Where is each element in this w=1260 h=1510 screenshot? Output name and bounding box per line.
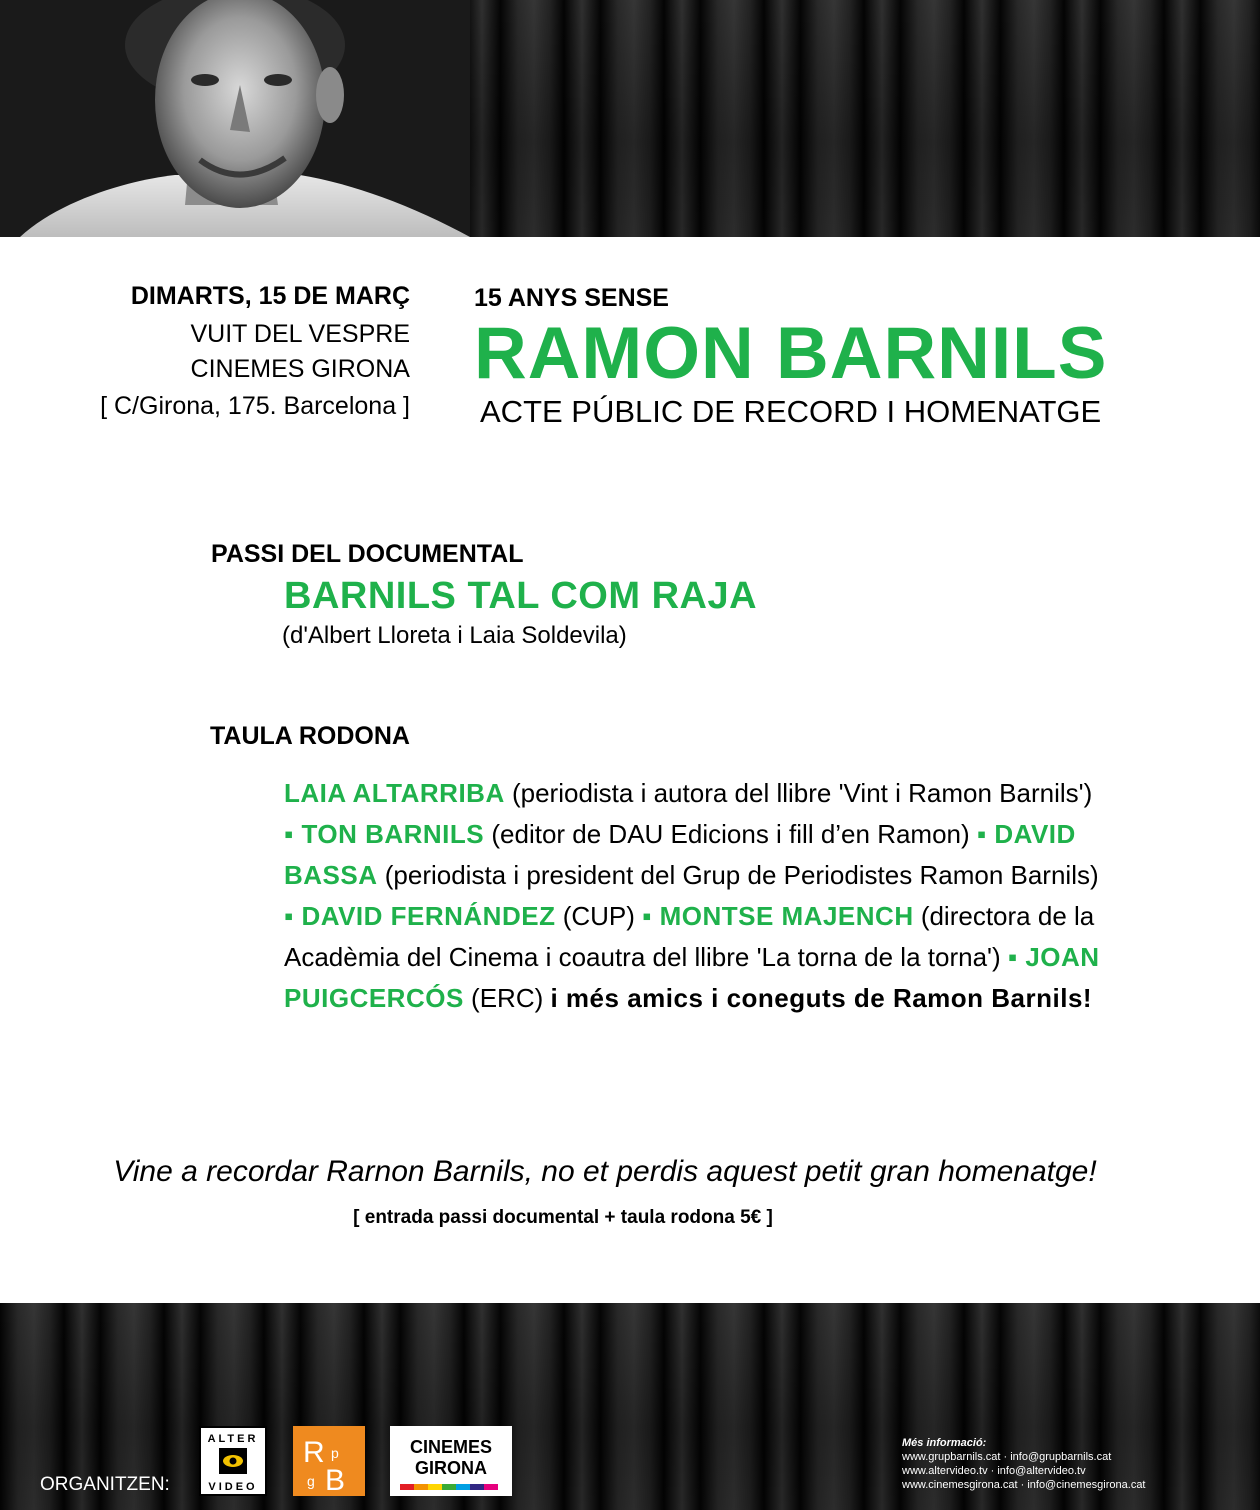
round-table-heading: TAULA RODONA xyxy=(210,722,410,750)
panelist-name: ▪ MONTSE MAJENCH xyxy=(642,901,914,931)
title-kicker: 15 ANYS SENSE xyxy=(474,284,669,312)
page-subtitle: ACTE PÚBLIC DE RECORD I HOMENATGE xyxy=(480,394,1102,429)
more-info-line-cinemesgirona[interactable]: www.cinemesgirona.cat · info@cinemesgirona.cat xyxy=(902,1479,1146,1491)
panelist-desc: (periodista i president del Grup de Periodistes Ramon Barnils) xyxy=(377,860,1099,890)
panelist-name: ▪ JOAN PUIGCERCÓS xyxy=(284,942,1100,1013)
alter-logo-bottom: VIDEO xyxy=(208,1481,258,1493)
documentary-heading: PASSI DEL DOCUMENTAL xyxy=(211,540,524,568)
event-time: VUIT DEL VESPRE xyxy=(190,320,410,348)
panelist-name: ▪ DAVID FERNÁNDEZ xyxy=(284,901,556,931)
documentary-authors: (d'Albert Lloreta i Laia Soldevila) xyxy=(282,622,627,649)
panelist-name: LAIA ALTARRIBA xyxy=(284,778,505,808)
event-venue: CINEMES GIRONA xyxy=(190,355,410,383)
cines-logo-line1: CINEMES xyxy=(409,1437,493,1457)
documentary-title: BARNILS TAL COM RAJA xyxy=(284,575,758,617)
slogan: Vine a recordar Rarnon Barnils, no et perdis aquest petit gran homenatge! xyxy=(113,1155,1097,1188)
panel-closing: i més amics i coneguts de Ramon Barnils! xyxy=(550,983,1093,1013)
rb-letter-g: g xyxy=(307,1473,315,1489)
event-address: [ C/Girona, 175. Barcelona ] xyxy=(100,392,410,420)
ticket-price: [ entrada passi documental + taula rodona 5€ ] xyxy=(353,1207,773,1228)
more-info-line-grupbarnils[interactable]: www.grupbarnils.cat · info@grupbarnils.cat xyxy=(902,1451,1112,1463)
page-title: RAMON BARNILS xyxy=(474,313,1108,394)
event-date: DIMARTS, 15 DE MARÇ xyxy=(130,282,410,310)
more-info-title: Més informació: xyxy=(902,1437,987,1449)
rb-letter-p: p xyxy=(331,1445,339,1461)
organizers-label: ORGANITZEN: xyxy=(40,1474,170,1495)
more-info-line-altervideo[interactable]: www.altervideo.tv · info@altervideo.tv xyxy=(902,1465,1086,1477)
portrait-photo xyxy=(0,0,470,237)
alter-logo-top: ALTER xyxy=(207,1433,259,1445)
panelist-desc: (CUP) xyxy=(555,901,643,931)
panelist-desc: (ERC) xyxy=(463,983,551,1013)
cines-logo-line2: GIRONA xyxy=(415,1458,487,1478)
grup-barnils-logo xyxy=(293,1426,365,1496)
panelist-name: ▪ TON BARNILS xyxy=(284,819,485,849)
rb-letter-r: R xyxy=(303,1436,325,1469)
cinemes-girona-logo xyxy=(390,1426,512,1496)
panelist-name: ▪ DAVID BASSA xyxy=(284,819,1076,890)
panelist-desc: (directora de la Acadèmia del Cinema i coautra del llibre 'La torna de la torna') xyxy=(284,901,1095,972)
panelists-paragraph xyxy=(284,773,1104,1019)
more-info-block xyxy=(902,1436,1146,1492)
altervideo-logo xyxy=(199,1426,267,1496)
rb-letter-b: B xyxy=(325,1464,346,1496)
panelist-desc: (editor de DAU Edicions i fill d’en Ramon) xyxy=(484,819,977,849)
panelist-desc: (periodista i autora del llibre 'Vint i Ramon Barnils') xyxy=(504,778,1093,808)
